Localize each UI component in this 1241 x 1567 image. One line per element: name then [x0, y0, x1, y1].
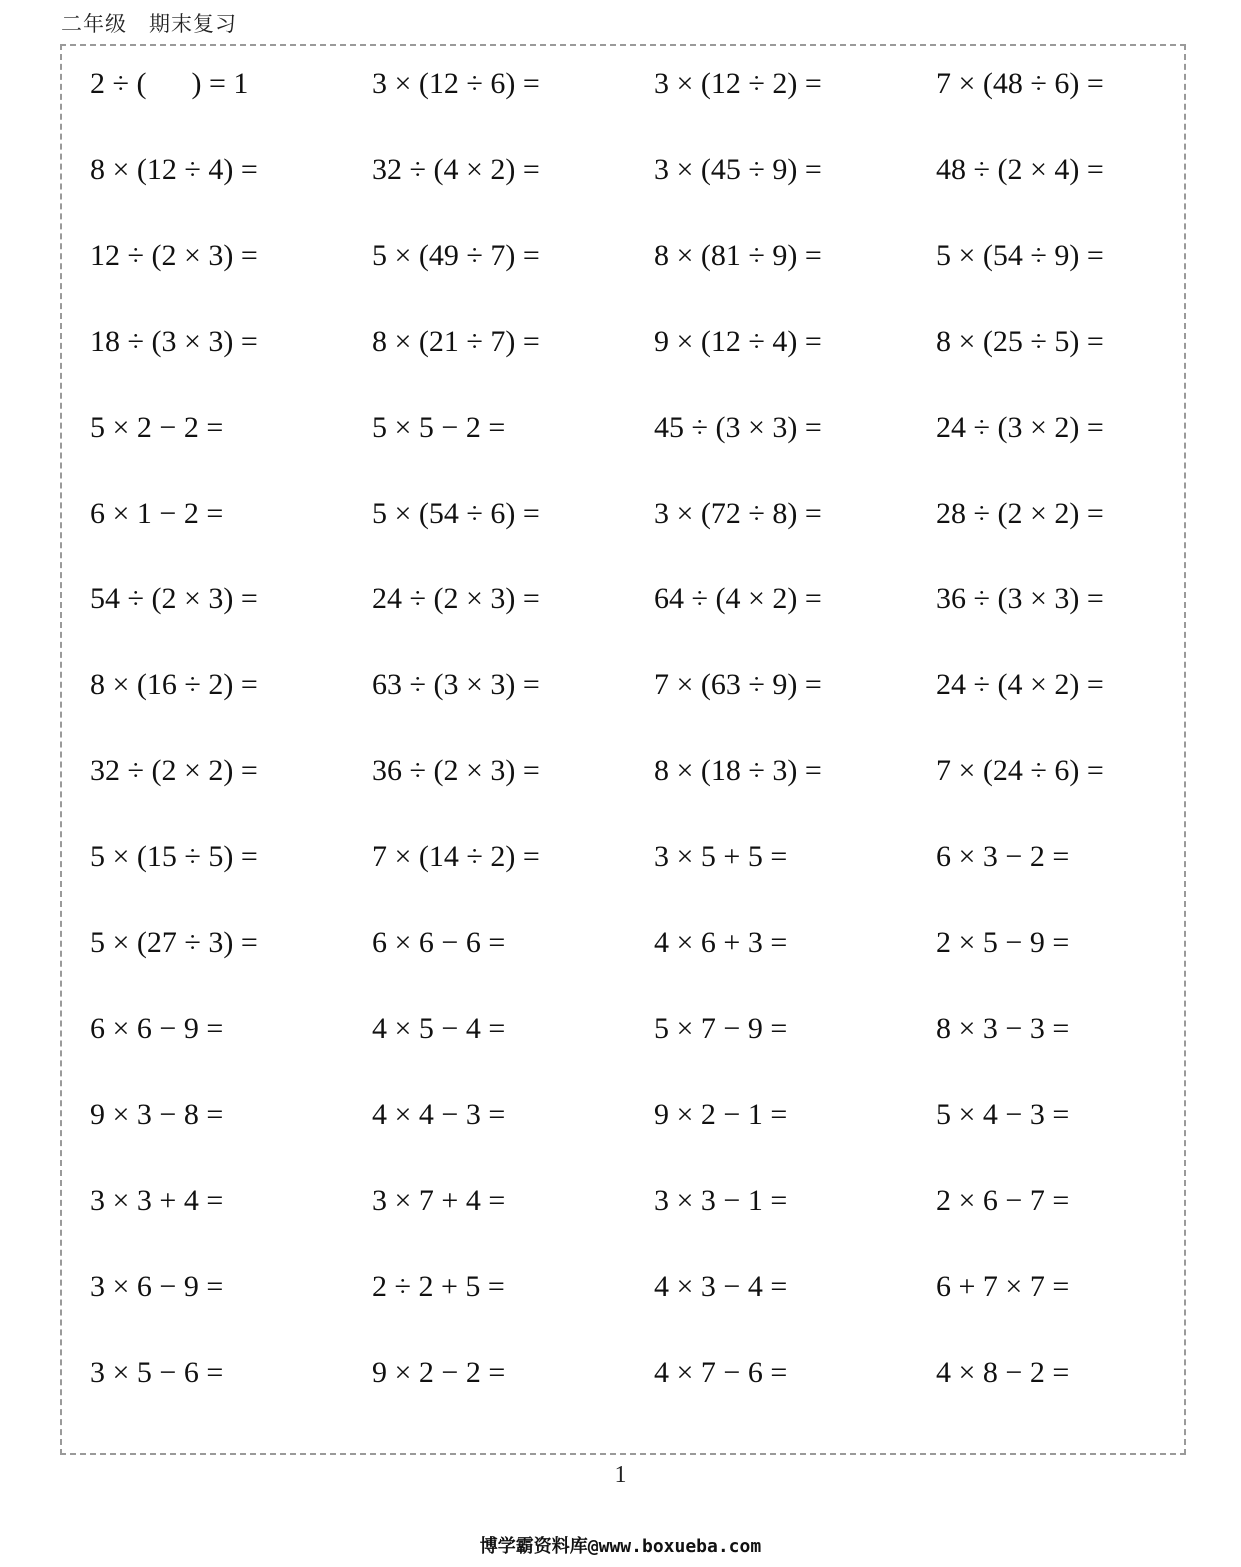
problem-cell: 18 ÷ (3 × 3) = [90, 324, 258, 358]
problem-cell: 9 × (12 ÷ 4) = [654, 324, 822, 358]
problem-cell: 6 × 3 − 2 = [936, 840, 1070, 874]
problem-cell: 32 ÷ (2 × 2) = [90, 754, 258, 788]
problem-cell: 9 × 2 − 2 = [372, 1355, 506, 1389]
problem-cell: 3 × (72 ÷ 8) = [654, 496, 822, 530]
problem-row [90, 1263, 1190, 1311]
problem-row [90, 60, 1190, 108]
problem-cell: 5 × (49 ÷ 7) = [372, 238, 540, 272]
problem-cell: 8 × (81 ÷ 9) = [654, 238, 822, 272]
problem-cell: 3 × (45 ÷ 9) = [654, 152, 822, 186]
worksheet-title: 期末复习 [149, 12, 237, 36]
problem-cell: 2 × 6 − 7 = [936, 1183, 1070, 1217]
problem-row [90, 919, 1190, 967]
problem-cell: 9 × 2 − 1 = [654, 1097, 788, 1131]
problem-row [90, 1091, 1190, 1139]
problem-cell: 8 × 3 − 3 = [936, 1011, 1070, 1045]
problem-cell: 63 ÷ (3 × 3) = [372, 668, 540, 702]
problem-row [90, 1177, 1190, 1225]
problem-row [90, 575, 1190, 623]
problem-cell: 7 × (14 ÷ 2) = [372, 840, 540, 874]
problem-cell: 9 × 3 − 8 = [90, 1097, 224, 1131]
problem-cell: 28 ÷ (2 × 2) = [936, 496, 1104, 530]
problem-cell: 8 × (18 ÷ 3) = [654, 754, 822, 788]
problem-cell: 4 × 4 − 3 = [372, 1097, 506, 1131]
footer-watermark: 博学霸资料库@www.boxueba.com [479, 1536, 762, 1557]
problem-cell: 6 × 6 − 9 = [90, 1011, 224, 1045]
page-header [61, 8, 237, 38]
problem-cell: 3 × (12 ÷ 2) = [654, 67, 822, 100]
problem-cell: 3 × 5 − 6 = [90, 1355, 224, 1389]
problem-cell: 36 ÷ (2 × 3) = [372, 754, 540, 788]
problem-cell: 4 × 3 − 4 = [654, 1269, 788, 1303]
page-number: 1 [614, 1462, 627, 1488]
problem-cell: 36 ÷ (3 × 3) = [936, 582, 1104, 616]
problem-cell: 8 × (16 ÷ 2) = [90, 668, 258, 702]
problem-cell: 64 ÷ (4 × 2) = [654, 582, 822, 616]
problem-row [90, 1005, 1190, 1053]
problem-row [90, 833, 1190, 881]
problem-cell: 7 × (48 ÷ 6) = [936, 67, 1104, 100]
problem-cell: 5 × 7 − 9 = [654, 1011, 788, 1045]
problem-cell: 4 × 6 + 3 = [654, 926, 788, 959]
problem-cell: 8 × (21 ÷ 7) = [372, 324, 540, 358]
problem-cell: 7 × (63 ÷ 9) = [654, 668, 822, 702]
problem-cell: 54 ÷ (2 × 3) = [90, 582, 258, 616]
problem-row [90, 747, 1190, 795]
problem-row [90, 404, 1190, 452]
problem-cell: 3 × 6 − 9 = [90, 1269, 224, 1303]
problem-cell: 4 × 7 − 6 = [654, 1355, 788, 1389]
problem-row [90, 1349, 1190, 1397]
problem-row [90, 661, 1190, 709]
problem-cell: 4 × 5 − 4 = [372, 1011, 506, 1045]
problem-cell: 3 × 3 − 1 = [654, 1183, 788, 1217]
problem-cell: 2 × 5 − 9 = [936, 926, 1070, 959]
problem-cell: 6 + 7 × 7 = [936, 1269, 1070, 1303]
problem-cell: 24 ÷ (2 × 3) = [372, 582, 540, 616]
problem-cell: 2 ÷ ( ) = 1 [90, 67, 249, 100]
problem-cell: 3 × 7 + 4 = [372, 1183, 506, 1217]
problem-row [90, 318, 1190, 366]
problem-cell: 32 ÷ (4 × 2) = [372, 152, 540, 186]
problem-cell: 5 × (27 ÷ 3) = [90, 926, 258, 959]
problem-cell: 4 × 8 − 2 = [936, 1355, 1070, 1389]
problem-cell: 5 × 5 − 2 = [372, 410, 506, 444]
problem-cell: 7 × (24 ÷ 6) = [936, 754, 1104, 788]
problem-cell: 5 × (54 ÷ 6) = [372, 496, 540, 530]
problem-cell: 8 × (25 ÷ 5) = [936, 324, 1104, 358]
problem-cell: 5 × (15 ÷ 5) = [90, 840, 258, 874]
problem-cell: 5 × 2 − 2 = [90, 410, 224, 444]
problem-cell: 2 ÷ 2 + 5 = [372, 1269, 505, 1303]
grade-label: 二年级 [61, 12, 127, 36]
problem-row [90, 146, 1190, 194]
problem-cell: 12 ÷ (2 × 3) = [90, 238, 258, 272]
problem-cell: 3 × 3 + 4 = [90, 1183, 224, 1217]
problem-cell: 8 × (12 ÷ 4) = [90, 152, 258, 186]
problem-row [90, 232, 1190, 280]
problem-cell: 5 × 4 − 3 = [936, 1097, 1070, 1131]
problem-cell: 48 ÷ (2 × 4) = [936, 152, 1104, 186]
problem-cell: 24 ÷ (3 × 2) = [936, 410, 1104, 444]
problem-cell: 5 × (54 ÷ 9) = [936, 238, 1104, 272]
problem-cell: 24 ÷ (4 × 2) = [936, 668, 1104, 702]
problem-cell: 3 × 5 + 5 = [654, 840, 788, 874]
problem-cell: 45 ÷ (3 × 3) = [654, 410, 822, 444]
problem-cell: 6 × 6 − 6 = [372, 926, 506, 959]
problem-row [90, 490, 1190, 538]
problem-cell: 6 × 1 − 2 = [90, 496, 224, 530]
problem-cell: 3 × (12 ÷ 6) = [372, 67, 540, 100]
